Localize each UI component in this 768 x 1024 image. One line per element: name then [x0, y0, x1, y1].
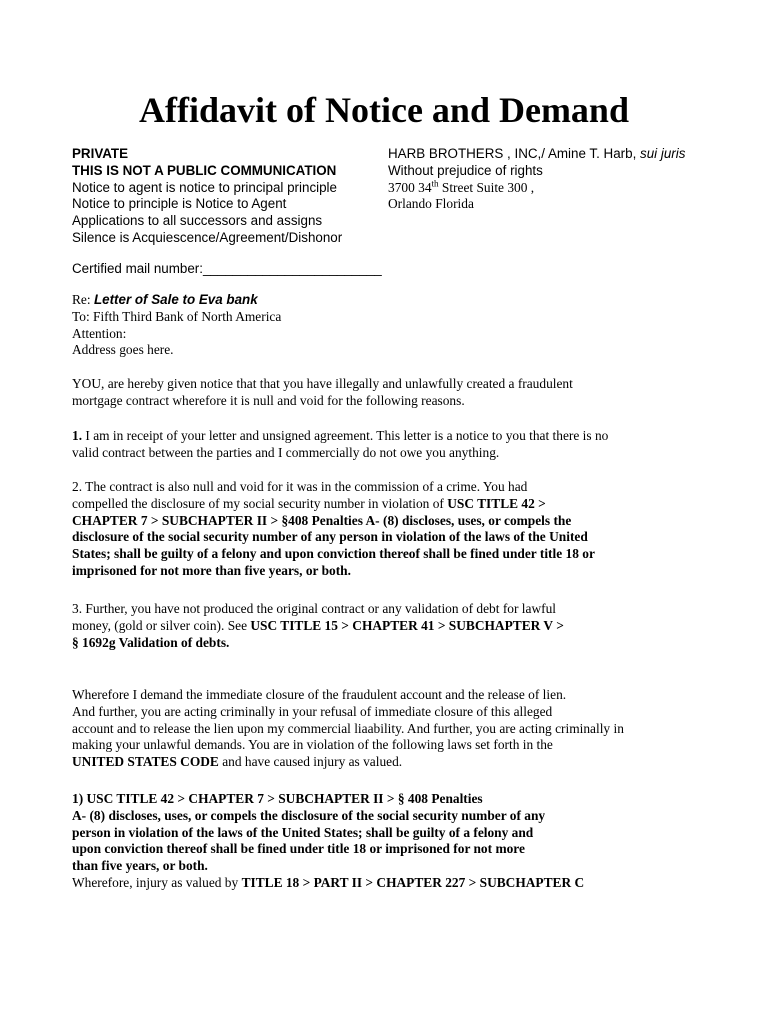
sender-city: Orlando Florida	[388, 196, 474, 212]
paragraph-1: 1. I am in receipt of your letter and unsigned agreement. This letter is a notice to you that there is no valid contract between the parties and I commercially do not owe you anything.	[72, 428, 609, 460]
sui-juris: sui juris	[640, 146, 686, 161]
address-line: Address goes here.	[72, 342, 174, 358]
paragraph-2: 2. The contract is also null and void for it was in the commission of a crime. You had compelled the disclosure of my social security number in violation of USC TITLE 42 > CHAPTER 7 > SUBCHAPTER II > §408 Penalties A- (8) discloses, uses, or compels the disclosure of the social security number of any person in violation of the laws of the United States; shall be guilty of a felony and upon conviction thereof shall be fined under title 18 or imprisoned for not more than five years, or both.	[72, 479, 595, 578]
header-right	[388, 146, 685, 213]
re-line: Re: Letter of Sale to Eva bank	[72, 292, 258, 307]
re-block	[72, 292, 281, 359]
sender-name: HARB BROTHERS , INC,/ Amine T. Harb, sui juris	[388, 146, 686, 161]
page-title: Affidavit of Notice and Demand	[139, 90, 629, 130]
header-left-line: Notice to principle is Notice to Agent	[72, 196, 287, 212]
header-left-line: Silence is Acquiescence/Agreement/Dishonor	[72, 229, 343, 245]
header-left-line: Applications to all successors and assigns	[72, 213, 323, 229]
sender-street: 3700 34th Street Suite 300 ,	[388, 178, 535, 195]
header-left-line: Notice to agent is notice to principal principle	[72, 179, 337, 195]
attention-line: Attention:	[72, 325, 127, 341]
not-public-label: THIS IS NOT A PUBLIC COMMUNICATION	[72, 162, 337, 178]
re-subject: Letter of Sale to Eva bank	[93, 292, 258, 307]
header-left	[72, 146, 342, 247]
recipient-line: To: Fifth Third Bank of North America	[72, 308, 282, 324]
certified-mail-line: Certified mail number:________________________	[72, 261, 382, 276]
header-right-line: Without prejudice of rights	[388, 162, 543, 178]
paragraph-3: 3. Further, you have not produced the original contract or any validation of debt for lawful money, (gold or silver coin). See USC TITLE 15 > CHAPTER 41 > SUBCHAPTER V > § 1692g Validation of debts.	[72, 601, 564, 650]
private-label: PRIVATE	[72, 146, 129, 161]
paragraph-4: Wherefore I demand the immediate closure of the fraudulent account and the release of lien. And further, you are acting criminally in your refusal of immediate closure of this alleged account and to release the lien upon my commercial liaability. And further, you are acting criminally in making your unlawful demands. You are in violation of the following laws set forth in the UNITED STATES CODE and have caused injury as valued.	[72, 687, 624, 770]
intro-paragraph: YOU, are hereby given notice that that you have illegally and unlawfully created a fraudulent mortgage contract wherefore it is null and void for the following reasons.	[72, 376, 573, 408]
paragraph-5: 1) USC TITLE 42 > CHAPTER 7 > SUBCHAPTER II > § 408 Penalties A- (8) discloses, uses, or compels the disclosure of the social security number of any person in violation of the laws of the United States; shall be guilty of a felony and upon conviction thereof shall be fined under title 18 or imprisoned for not more than five years, or both. Wherefore, injury as valued by TITLE 18 > PART II > CHAPTER 227 > SUBCHAPTER C	[72, 791, 585, 890]
